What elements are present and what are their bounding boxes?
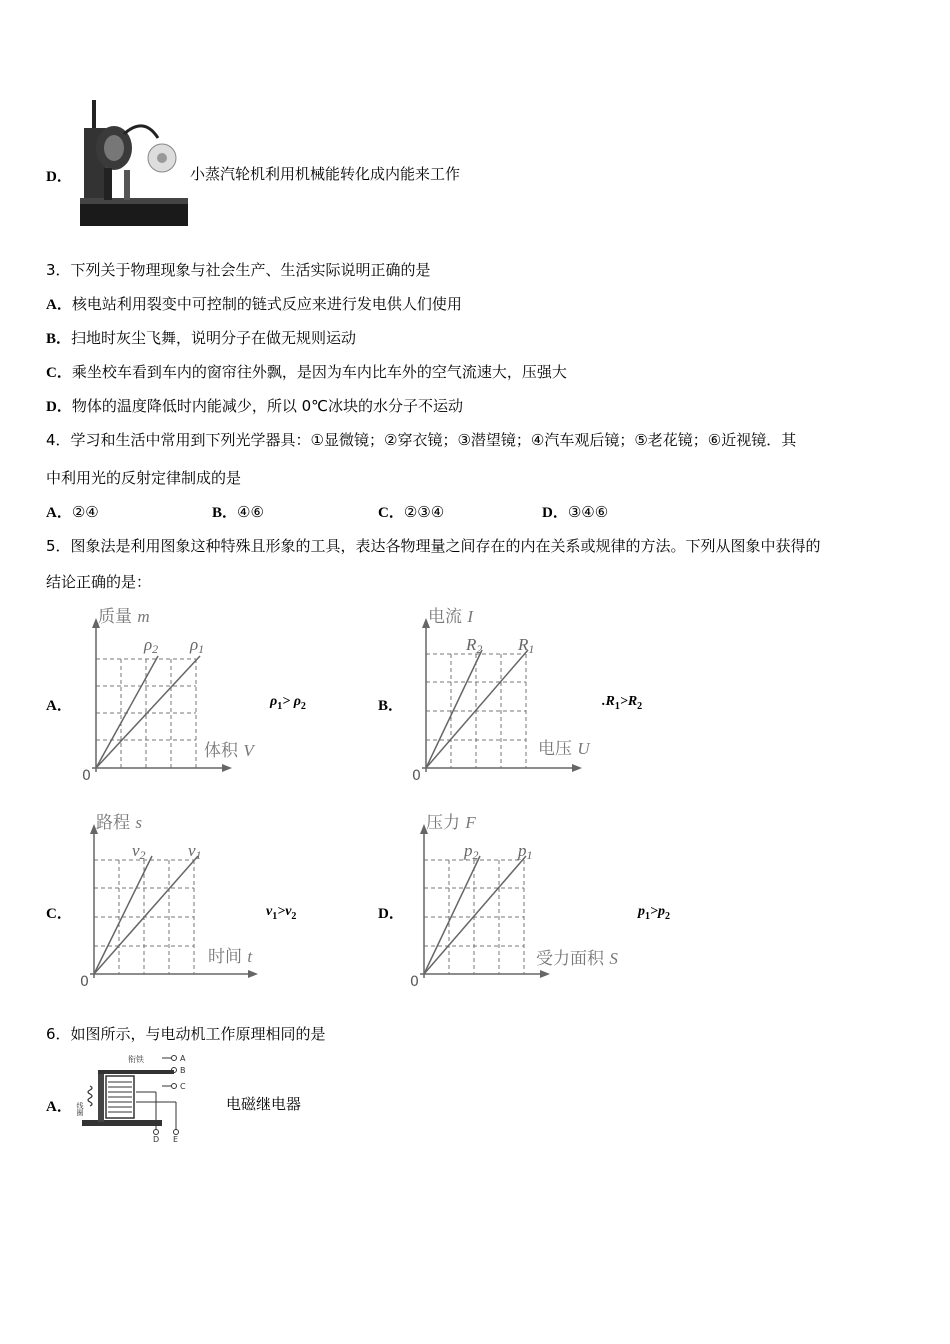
x-axis-arrow [540, 970, 550, 978]
q4-option-d-text: ③④⑥ [567, 503, 609, 521]
origin-label: 0 [82, 768, 91, 784]
q3-option-b [46, 328, 356, 349]
x-axis-arrow [248, 970, 258, 978]
y-axis-label: 质量 m [98, 607, 150, 627]
line-shallow [424, 856, 526, 974]
coil-label: 线圈 [76, 1102, 84, 1116]
terminal-e [174, 1130, 179, 1135]
origin-label: 0 [412, 768, 421, 784]
q4-stem-line2: 中利用光的反射定律制成的是 [46, 469, 242, 487]
q3-option-b-text: 扫地时灰尘飞舞，说明分子在做无规则运动 [71, 329, 357, 347]
q4-option-a-text: ②④ [71, 503, 99, 521]
line-shallow-label: v1 [188, 841, 202, 862]
line-steep [424, 856, 480, 974]
q3-stem: 3．下列关于物理现象与社会生产、生活实际说明正确的是 [46, 261, 431, 279]
q4-option-c [378, 502, 444, 523]
q5-graph-c [74, 810, 274, 990]
q3-option-c-text: 乘坐校车看到车内的窗帘往外飘，是因为车内比车外的空气流速大，压强大 [71, 363, 567, 381]
x-axis-label: 受力面积 S [536, 949, 618, 969]
terminal-d [154, 1130, 159, 1135]
q4-option-a-label: A． [46, 505, 72, 521]
x-axis-label: 电压 U [538, 739, 590, 759]
terminal-a [172, 1056, 177, 1061]
q5-stem-line1: 5．图象法是利用图象这种特殊且形象的工具，表达各物理量之间存在的内在关系或规律的方法。下列从图象中获得的 [46, 537, 821, 555]
q3-option-d-label: D． [46, 399, 72, 415]
terminal-b-label: B [180, 1066, 186, 1075]
y-axis-label: 电流 I [428, 607, 474, 627]
q3-option-a [46, 294, 462, 315]
x-axis-label: 体积 V [204, 741, 254, 761]
relay-base [82, 1120, 162, 1126]
origin-label: 0 [80, 974, 89, 990]
q4-option-d [542, 502, 608, 523]
relay-spring [88, 1086, 92, 1106]
q6-option-a-label: A． [46, 1099, 72, 1115]
q5-option-d-label: D． [378, 906, 404, 922]
q4-option-b-text: ④⑥ [237, 503, 264, 521]
terminal-c [172, 1084, 177, 1089]
line-steep-label: R2 [466, 635, 483, 656]
relay-diagram [76, 1052, 210, 1142]
q5-option-d-conclusion: $p_1>p_2$ [638, 904, 670, 922]
x-axis-arrow [222, 764, 232, 772]
q4-option-b-label: B． [212, 505, 238, 521]
q6-option-a-text: 电磁继电器 [226, 1095, 302, 1113]
relay-frame [98, 1072, 104, 1122]
terminal-a-label: A [180, 1054, 186, 1063]
line-shallow-label: p1 [518, 841, 533, 862]
terminal-d-label: D [153, 1135, 160, 1142]
y-axis-label: 路程 s [96, 813, 143, 833]
terminal-e-label: E [173, 1135, 179, 1142]
x-axis-label: 时间 t [208, 947, 253, 967]
line-steep-label: ρ2 [144, 635, 159, 656]
q4-option-d-label: D． [542, 505, 568, 521]
q4-option-a [46, 502, 99, 523]
line-shallow [94, 856, 198, 974]
q3-option-a-text: 核电站利用裂变中可控制的链式反应来进行发电供人们使用 [71, 295, 462, 313]
q5-option-b-conclusion: $.R_1>R_2$ [602, 694, 643, 712]
q5-option-c-conclusion: $v_1>v_2$ [266, 904, 297, 922]
x-axis-arrow [572, 764, 582, 772]
armature-label: 衔铁 [128, 1055, 144, 1064]
q2-option-d-text: 小蒸汽轮机利用机械能转化成内能来工作 [190, 165, 461, 183]
terminal-c-label: C [180, 1082, 186, 1091]
q5-option-a-conclusion: $\rho_1> \rho_2$ [270, 694, 306, 712]
q6-stem: 6．如图所示，与电动机工作原理相同的是 [46, 1025, 326, 1043]
relay-armature [98, 1070, 174, 1074]
origin-label: 0 [410, 974, 419, 990]
q4-stem-line1: 4．学习和生活中常用到下列光学器具：①显微镜；②穿衣镜；③潜望镜；④汽车观后镜；⑤老花镜；⑥近视镜．其 [46, 431, 797, 449]
q3-option-d-text: 物体的温度降低时内能减少，所以 0℃冰块的水分子不运动 [71, 397, 464, 415]
relay-coil-windings [108, 1082, 132, 1112]
line-shallow [426, 650, 528, 768]
y-axis-label: 压力 F [426, 813, 476, 833]
q4-option-b [212, 502, 264, 523]
q5-option-c-label: C． [46, 906, 72, 922]
q5-stem-line2: 结论正确的是： [46, 573, 152, 591]
q3-option-c [46, 362, 567, 383]
line-steep [94, 856, 152, 974]
line-steep-label: p2 [464, 841, 479, 862]
q3-option-a-label: A． [46, 297, 72, 313]
q4-option-c-label: C． [378, 505, 404, 521]
q2-option-d-label: D． [46, 169, 72, 185]
steam-turbine-photo [74, 98, 192, 230]
q5-option-b-label: B． [378, 698, 404, 714]
q5-option-a-label: A． [46, 698, 72, 714]
q3-option-b-label: B． [46, 331, 72, 347]
line-shallow-label: ρ1 [190, 635, 205, 656]
q5-graph-a [76, 604, 276, 784]
line-shallow-label: R1 [518, 635, 535, 656]
q5-graph-b [406, 604, 606, 784]
q4-option-c-text: ②③④ [403, 503, 445, 521]
line-steep [426, 650, 482, 768]
line-steep-label: v2 [132, 841, 146, 862]
q5-graph-d [404, 810, 644, 990]
q3-option-c-label: C． [46, 365, 72, 381]
q3-option-d [46, 396, 463, 417]
